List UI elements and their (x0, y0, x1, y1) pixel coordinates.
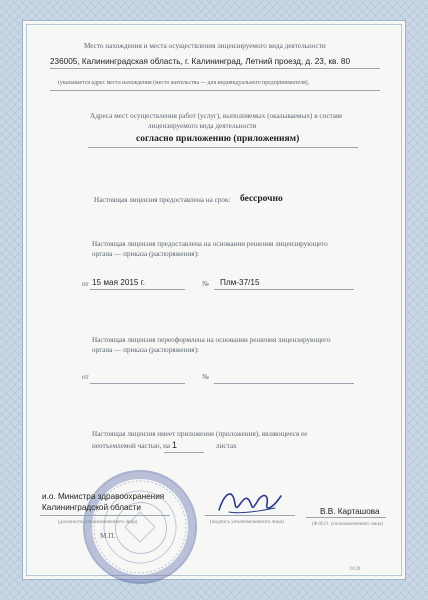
address-underline (50, 68, 380, 69)
reissue-no-label: № (202, 373, 209, 381)
location-address: 236005, Калининградская область, г. Калининград, Летний проезд, д. 23, кв. 80 (50, 57, 350, 66)
appendix-count-underline (164, 452, 204, 453)
basis-no-label: № (202, 280, 209, 288)
services-value: согласно приложению (приложениям) (136, 134, 300, 144)
services-underline (88, 147, 358, 148)
basis-date-underline (90, 289, 185, 290)
reissue-line1: Настоящая лицензия переоформлена на основании решения лицензирующего (92, 336, 331, 344)
appendix-line2: неотъемлемой частью, на (92, 442, 171, 450)
location-hint: (указывается адрес места нахождения (место жительства — для индивидуального предпринимателя), (58, 80, 310, 86)
signatory-org-line1: и.о. Министра здравоохранения (42, 492, 165, 501)
term-label: Настоящая лицензия предоставлена на срок: (94, 196, 231, 204)
caption-name: (Ф.И.О. уполномоченного лица) (312, 521, 384, 527)
services-line2: лицензируемого вида деятельности (148, 122, 257, 130)
location-heading: Место нахождения и места осуществления лицензируемого вида деятельности (84, 42, 326, 50)
basis-line2: органа — приказа (распоряжения): (92, 250, 199, 258)
signatory-name: В.В. Карташова (320, 507, 380, 516)
official-seal (83, 470, 197, 584)
appendix-count: 1 (172, 440, 178, 450)
hint-underline (50, 90, 380, 91)
appendix-unit: листах (216, 442, 237, 450)
appendix-line1: Настоящая лицензия имеет приложение (приложения), являющееся ее (92, 430, 308, 438)
caption-signature: (подпись уполномоченного лица) (210, 519, 284, 525)
signature-icon (215, 482, 285, 522)
reissue-number-underline (214, 383, 354, 384)
basis-number: Плм-37/15 (220, 278, 260, 287)
stamp-mark: М.П. (100, 532, 116, 540)
basis-line1: Настоящая лицензия предоставлена на основании решения лицензирующего (92, 240, 328, 248)
term-value: бессрочно (240, 194, 283, 204)
signature-underline (205, 515, 295, 516)
footer-code: 0129 (350, 566, 361, 572)
reissue-from-label: от (82, 373, 89, 381)
reissue-date-underline (90, 383, 185, 384)
caption-position: (должность уполномоченного лица) (58, 519, 138, 525)
basis-date: 15 мая 2015 г. (92, 278, 146, 287)
position-underline (40, 515, 170, 516)
reissue-line2: органа — приказа (распоряжения): (92, 346, 199, 354)
basis-from-label: от (82, 280, 89, 288)
basis-number-underline (214, 289, 354, 290)
signatory-org-line2: Калининградской области (42, 503, 141, 512)
services-line1: Адреса мест осуществления работ (услуг), выполняемых (оказываемых) в составе (90, 112, 343, 120)
name-underline (306, 517, 386, 518)
